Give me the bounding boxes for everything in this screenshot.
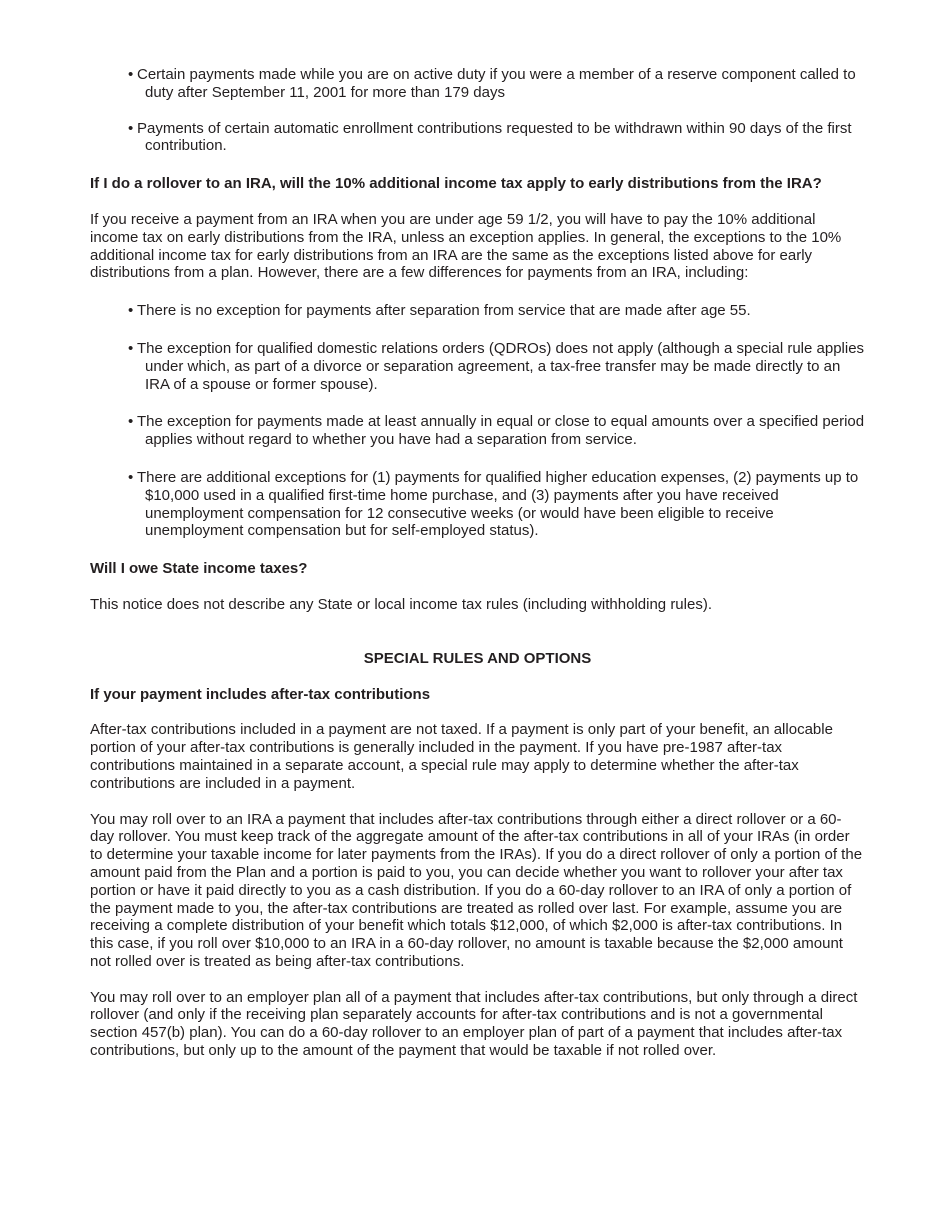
after-tax-paragraph: You may roll over to an employer plan all of a payment that includes after-tax contributions, but only through a direct rollover (and only if the receiving plan separately accounts for after-tax contributions and is not a governmental section 457(b) plan). You can do a 60-day rollover to an employer plan of part of a payment that includes after-tax contributions, but only up to the amount of the payment that would be taxable if not rolled over. — [90, 988, 858, 1060]
list-item-text: Payments of certain automatic enrollment contributions requested to be withdrawn within 90 days of the first contribution. — [137, 119, 852, 155]
bullet-dot: • — [128, 302, 134, 320]
list-item-text: The exception for qualified domestic relations orders (QDROs) does not apply (although a special rule applies under which, as part of a divorce or separation agreement, a tax-free transfer may be made directly to an IRA of a spouse or former spouse). — [137, 339, 865, 393]
bullet-dot: • — [128, 119, 134, 137]
list-item-text: The exception for payments made at least annually in equal or close to equal amounts over a specified period applies without regard to whether you have had a separation from service. — [137, 413, 865, 449]
bullet-dot: • — [128, 468, 134, 486]
ira-rollover-paragraph: If you receive a payment from an IRA when you are under age 59 1/2, you will have to pay the 10% additional income tax on early distributions from the IRA, unless an exception applies. In general, the exceptions to the 10% additional income tax for early distributions from an IRA are the same as the exceptions listed above for early distributions from a plan. However, there are a few differences for payments from an IRA, including: — [90, 210, 842, 282]
list-item — [128, 302, 865, 320]
bullet-dot: • — [128, 339, 134, 357]
list-item — [128, 340, 865, 393]
list-item — [128, 413, 865, 449]
document-page — [90, 66, 865, 1060]
list-item — [128, 120, 865, 156]
list-item — [128, 469, 865, 540]
list-item-text: There is no exception for payments after separation from service that are made after age 55. — [137, 302, 751, 320]
after-tax-paragraph: You may roll over to an IRA a payment that includes after-tax contributions through either a direct rollover or a 60-day rollover. You must keep track of the aggregate amount of the after-tax contributions in all of your IRAs (in order to determine your taxable income for later payments from the IRAs). If you do a direct rollover of only a portion of the amount paid from the Plan and a portion is paid to you, you can decide whether you want to rollover your after tax portion or have it paid directly to you as a cash distribution. If you do a 60-day rollover to an IRA of only a portion of the payment made to you, the after-tax contributions are treated as rolled over last. For example, assume you are receiving a complete distribution of your benefit which totals $12,000, of which $2,000 is after-tax contributions. In this case, if you roll over $10,000 to an IRA in a 60-day rollover, no amount is taxable because the $2,000 amount not rolled over is treated as being after-tax contributions. — [90, 810, 863, 970]
ira-rollover-heading: If I do a rollover to an IRA, will the 10% additional income tax apply to early distributions from the IRA? — [90, 175, 822, 193]
state-taxes-heading: Will I owe State income taxes? — [90, 560, 308, 578]
list-item — [128, 66, 865, 102]
list-item-text: There are additional exceptions for (1) payments for qualified higher education expenses, (2) payments up to $10,000 used in a qualified first-time home purchase, and (3) payments after you have received unemployment compensation for 12 consecutive weeks (or would have been eligible to receive unemployment compensation but for self-employed status). — [137, 468, 859, 540]
list-item-text: Certain payments made while you are on active duty if you were a member of a reserve component called to duty after September 11, 2001 for more than 179 days — [137, 66, 856, 101]
state-taxes-paragraph: This notice does not describe any State or local income tax rules (including withholding rules). — [90, 595, 712, 613]
after-tax-heading: If your payment includes after-tax contributions — [90, 685, 431, 703]
bullet-dot: • — [128, 66, 134, 83]
bullet-dot: • — [128, 413, 134, 431]
after-tax-paragraph: After-tax contributions included in a payment are not taxed. If a payment is only part of your benefit, an allocable portion of your after-tax contributions is generally included in the payment. If you have pre-1987 after-tax contributions maintained in a separate account, a special rule may apply to determine whether the after-tax contributions are included in a payment. — [90, 721, 833, 792]
special-rules-heading: SPECIAL RULES AND OPTIONS — [363, 649, 592, 667]
